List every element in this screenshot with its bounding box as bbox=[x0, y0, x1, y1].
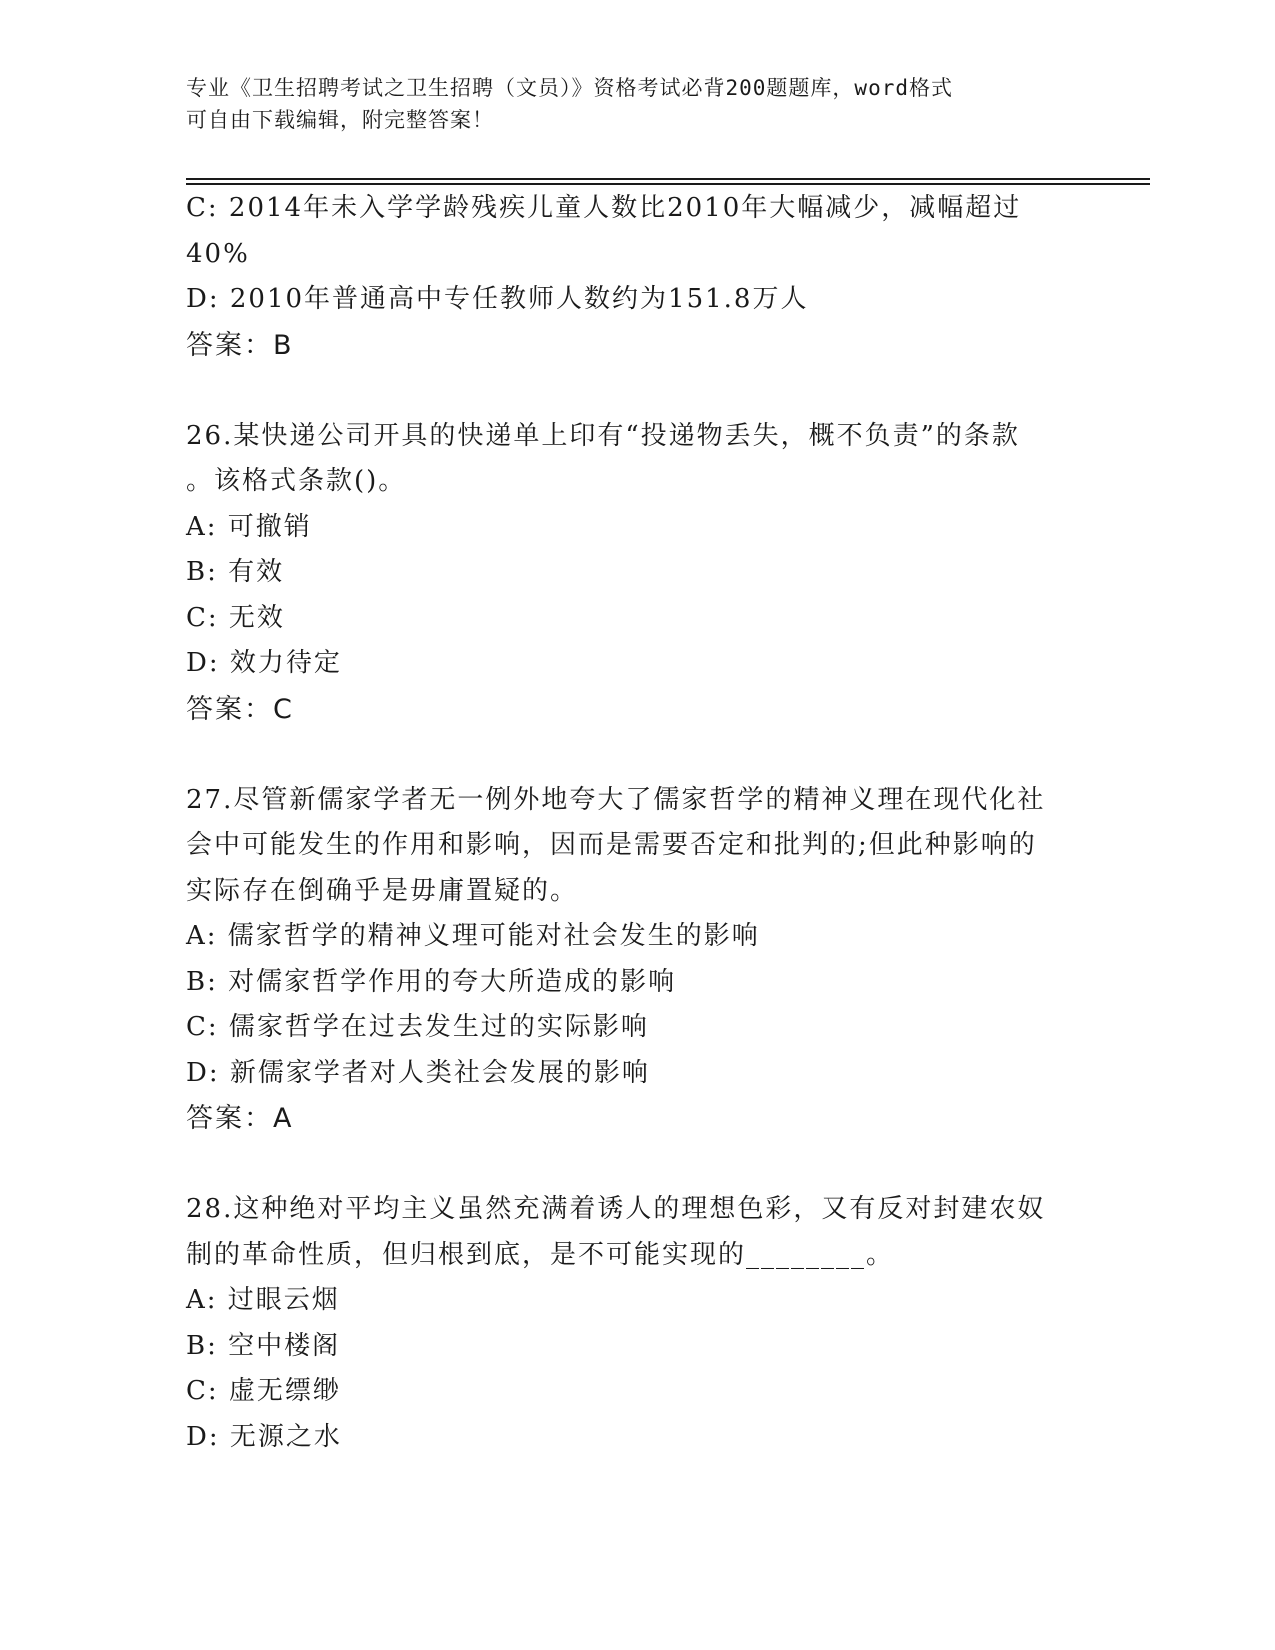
spacer bbox=[186, 368, 1076, 414]
option-line: C: 2014年未入学学龄残疾儿童人数比2010年大幅减少，减幅超过 bbox=[186, 193, 1022, 223]
question-stem: 26.某快递公司开具的快递单上印有“投递物丢失，概不负责”的条款 bbox=[186, 420, 1020, 451]
option-a: A: 儒家哲学的精神义理可能对社会发生的影响 bbox=[186, 921, 760, 951]
document-header bbox=[186, 72, 1086, 136]
option-d: D: 新儒家学者对人类社会发展的影响 bbox=[186, 1057, 650, 1088]
document-body bbox=[186, 186, 1076, 1460]
question-stem: 实际存在倒确乎是毋庸置疑的。 bbox=[186, 875, 579, 906]
option-b: B: 对儒家哲学作用的夸大所造成的影响 bbox=[186, 966, 677, 997]
answer-line: 答案：B bbox=[186, 329, 294, 361]
question-stem: 28.这种绝对平均主义虽然充满着诱人的理想色彩，又有反对封建农奴 bbox=[186, 1194, 1046, 1224]
option-line: 40% bbox=[186, 238, 250, 269]
question-stem: 制的革命性质，但归根到底，是不可能实现的________。 bbox=[186, 1239, 895, 1270]
option-c: C: 无效 bbox=[186, 602, 285, 633]
question-stem: 会中可能发生的作用和影响，因而是需要否定和批判的;但此种影响的 bbox=[186, 830, 1037, 860]
option-b: B: 有效 bbox=[186, 557, 285, 587]
question-27 bbox=[186, 778, 1076, 1142]
prev-question-block bbox=[186, 186, 1076, 368]
header-rule-bottom bbox=[186, 183, 1150, 185]
option-d: D: 无源之水 bbox=[186, 1421, 342, 1452]
option-d: D: 效力待定 bbox=[186, 648, 342, 678]
spacer bbox=[186, 1142, 1076, 1188]
option-line: D: 2010年普通高中专任教师人数约为151.8万人 bbox=[186, 284, 809, 314]
question-stem: 。该格式条款()。 bbox=[186, 466, 407, 496]
option-b: B: 空中楼阁 bbox=[186, 1330, 341, 1361]
header-rule-top bbox=[186, 178, 1150, 180]
question-stem: 27.尽管新儒家学者无一例外地夸大了儒家哲学的精神义理在现代化社 bbox=[186, 784, 1046, 815]
option-c: C: 虚无缥缈 bbox=[186, 1376, 341, 1406]
answer-line: 答案：C bbox=[186, 693, 294, 725]
question-26 bbox=[186, 414, 1076, 733]
question-28 bbox=[186, 1187, 1076, 1460]
header-line-1: 专业《卫生招聘考试之卫生招聘（文员）》资格考试必背200题题库，word格式 bbox=[186, 76, 953, 100]
header-line-2: 可自由下载编辑，附完整答案！ bbox=[186, 108, 494, 132]
answer-line: 答案：A bbox=[186, 1103, 294, 1134]
spacer bbox=[186, 732, 1076, 778]
option-c: C: 儒家哲学在过去发生过的实际影响 bbox=[186, 1012, 649, 1042]
option-a: A: 可撤销 bbox=[186, 511, 312, 542]
option-a: A: 过眼云烟 bbox=[186, 1285, 340, 1315]
